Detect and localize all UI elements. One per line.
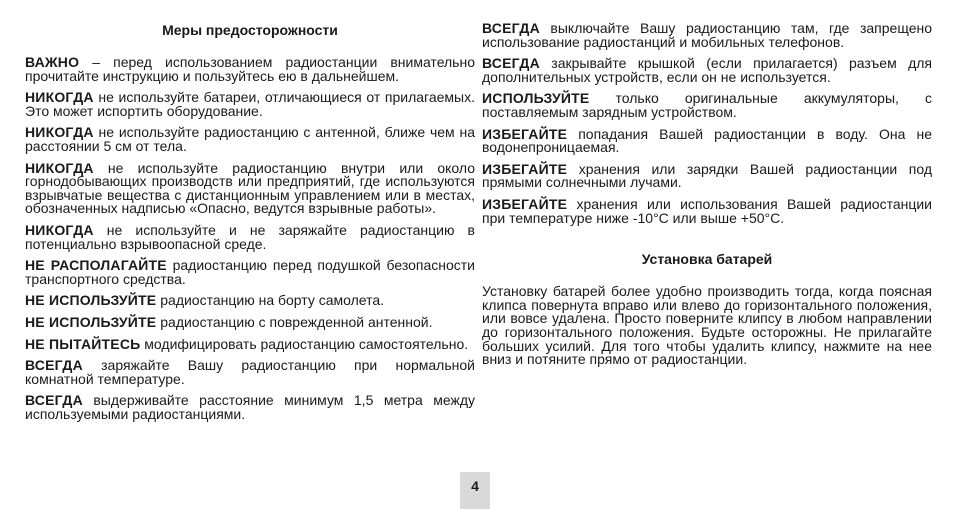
precaution-item [482, 195, 932, 226]
right-column [482, 22, 932, 367]
precaution-text: хранения или использования Вашей радиостанции при температуре ниже -10°C или выше +50°C. [482, 195, 932, 226]
precaution-text: не используйте радиостанцию с антенной, ближе чем на расстоянии 5 см от тела. [25, 124, 475, 154]
precaution-text: радиостанцию с поврежденной антенной. [156, 313, 433, 330]
precaution-keyword: НЕ РАСПОЛАГАЙТЕ [25, 257, 167, 274]
precaution-keyword: ВАЖНО [25, 54, 80, 70]
precaution-keyword: НИКОГДА [25, 124, 94, 141]
precaution-item [482, 57, 932, 84]
precaution-item [25, 313, 475, 330]
precaution-item [482, 92, 932, 119]
precaution-item [25, 126, 475, 153]
precaution-item [25, 56, 475, 83]
precaution-text: закрывайте крышкой (если прилагается) разъем для дополнительных устройств, если он не используется. [482, 55, 932, 85]
left-column [25, 22, 475, 429]
precaution-text: выключайте Вашу радиостанцию там, где запрещено использование радиостанций и мобильных телефонов. [482, 20, 932, 50]
precaution-item [25, 335, 475, 352]
page-number: 4 [460, 472, 490, 509]
precaution-text: не используйте радиостанцию внутри или около горнодобывающих производств или предприятий, где используются взрывчатые вещества с дистанционным управлением или в местах, обозначенных надписью «Опасно, ведутся взрывные работы». [25, 159, 475, 217]
precaution-item [482, 22, 932, 49]
precaution-keyword: НЕ ИСПОЛЬЗУЙТЕ [25, 292, 157, 309]
precaution-item [482, 125, 932, 156]
precaution-item [25, 91, 475, 118]
precaution-keyword: ИЗБЕГАЙТЕ [482, 160, 568, 177]
precaution-text: модифицировать радиостанцию самостоятельно. [140, 335, 469, 352]
precaution-text: не используйте и не заряжайте радиостанцию в потенциально взрывоопасной среде. [25, 221, 475, 252]
precaution-text: – перед использованием радиостанции внимательно прочитайте инструкцию и пользуйтесь ею в дальнейшем. [25, 54, 475, 84]
precaution-keyword: ВСЕГДА [25, 357, 83, 374]
precaution-keyword: НИКОГДА [25, 221, 94, 238]
precaution-text: заряжайте Вашу радиостанцию при нормальной комнатной температуре. [25, 357, 475, 387]
precaution-text: радиостанцию на борту самолета. [156, 292, 385, 309]
battery-installation-heading: Установка батарей [641, 251, 773, 268]
precaution-keyword: ВСЕГДА [482, 20, 540, 36]
precaution-keyword: ВСЕГДА [482, 55, 540, 72]
precaution-item [25, 394, 475, 421]
precautions-heading: Меры предосторожности [162, 22, 338, 38]
precaution-text: только оригинальные аккумуляторы, с поставляемым зарядным устройством. [482, 90, 932, 120]
precaution-keyword: ИЗБЕГАЙТЕ [482, 195, 568, 212]
precaution-item [482, 160, 932, 191]
precaution-item [25, 294, 475, 308]
precaution-item [25, 259, 475, 286]
precaution-item [25, 359, 475, 386]
precaution-text: хранения или зарядки Вашей радиостанции под прямыми солнечными лучами. [482, 160, 932, 191]
precaution-text: не используйте батареи, отличающиеся от прилагаемых. Это может испортить оборудование. [25, 89, 475, 119]
precaution-keyword: ИСПОЛЬЗУЙТЕ [482, 90, 590, 107]
precaution-keyword: НЕ ИСПОЛЬЗУЙТЕ [25, 313, 157, 330]
precaution-keyword: НИКОГДА [25, 159, 94, 176]
precaution-item [25, 159, 475, 217]
precaution-item [25, 221, 475, 252]
battery-installation-text: Установку батарей более удобно производить тогда, когда поясная клипса повернута вправо или влево до горизонтального положения, или вовсе удалена. Просто поверните клипсу в любом направлении до горизонтального положения. Будьте осторожны. Не прилагайте больших усилий. Для того чтобы удалить клипсу, нажмите на нее вниз и потяните прямо от радиостанции. [482, 283, 932, 368]
precaution-keyword: ВСЕГДА [25, 392, 83, 409]
precaution-keyword: ИЗБЕГАЙТЕ [482, 125, 568, 142]
precaution-keyword: НИКОГДА [25, 89, 94, 106]
precaution-text: попадания Вашей радиостанции в воду. Она не водонепроницаемая. [482, 125, 932, 156]
precaution-keyword: НЕ ПЫТАЙТЕСЬ [25, 335, 141, 352]
precaution-text: выдерживайте расстояние минимум 1,5 метра между используемыми радиостанциями. [25, 392, 475, 422]
precaution-text: радиостанцию перед подушкой безопасности транспортного средства. [25, 257, 475, 287]
